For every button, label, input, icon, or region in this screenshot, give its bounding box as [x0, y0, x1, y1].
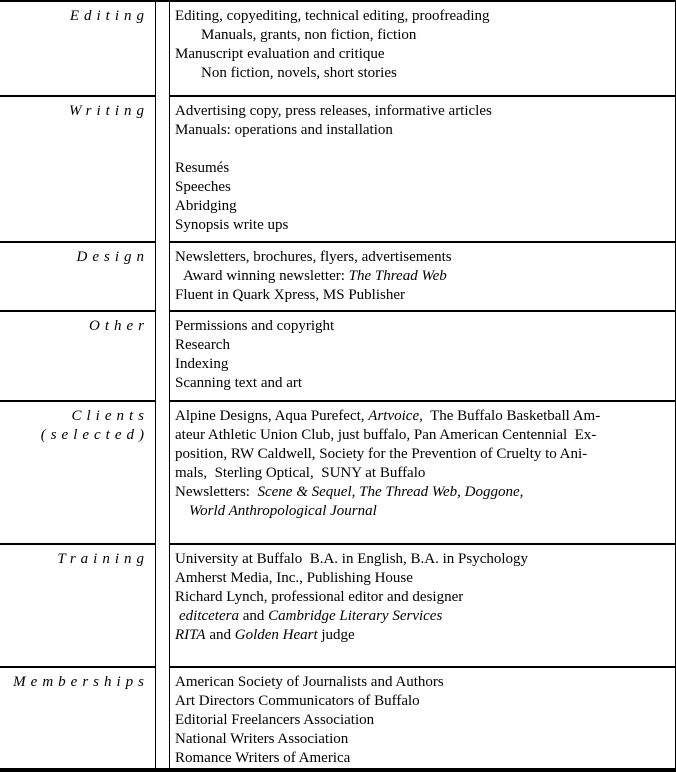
section-other	[0, 312, 675, 402]
content-row	[175, 317, 673, 336]
section-content	[169, 545, 675, 668]
text-segment: University at Buffalo B.A. in English, B.A. in Psychology	[175, 551, 529, 567]
section-training	[0, 545, 675, 668]
column-divider-gap	[156, 402, 169, 545]
text-segment: Resumés	[175, 160, 230, 176]
text-segment: Research	[175, 337, 230, 353]
content-row	[175, 267, 673, 286]
text-segment: Richard Lynch, professional editor and designer	[175, 589, 464, 605]
text-segment: Manuscript evaluation and critique	[175, 46, 385, 62]
text-segment: Synopsis write ups	[175, 217, 289, 233]
section-memberships	[0, 668, 675, 768]
text-segment: Amherst Media, Inc., Publishing House	[175, 570, 413, 586]
content-row	[175, 102, 673, 121]
column-divider-gap	[156, 2, 169, 97]
content-row	[175, 588, 673, 607]
content-row	[175, 336, 673, 355]
text-segment: Scene & Sequel, The Thread Web, Doggone,	[257, 484, 524, 500]
section-label	[0, 668, 156, 768]
content-row	[175, 626, 673, 645]
section-clients	[0, 402, 675, 545]
text-segment: World Anthropological Journal	[189, 503, 377, 519]
column-divider-gap	[156, 243, 169, 312]
text-segment: Manuals, grants, non fiction, fiction	[201, 27, 417, 43]
content-row	[175, 673, 673, 692]
section-label	[0, 545, 156, 668]
text-segment: and	[238, 608, 269, 624]
content-row	[175, 502, 673, 521]
content-row	[175, 550, 673, 569]
text-segment: National Writers Association	[175, 731, 349, 747]
section-content	[169, 668, 675, 768]
content-row	[175, 26, 673, 45]
content-row	[175, 711, 673, 730]
text-segment: Abridging	[175, 198, 237, 214]
content-row	[175, 730, 673, 749]
label-line: Memberships	[13, 674, 149, 690]
text-segment: and	[205, 627, 235, 643]
text-segment: The Thread Web	[348, 268, 447, 284]
label-line: Other	[89, 318, 149, 334]
text-segment: Romance Writers of America	[175, 750, 351, 766]
column-divider-gap	[156, 545, 169, 668]
text-segment: American Society of Journalists and Authors	[175, 674, 444, 690]
text-segment: judge	[317, 627, 355, 643]
section-content	[169, 243, 675, 312]
text-segment: Alpine Designs, Aqua Purefect,	[175, 408, 369, 424]
section-content	[169, 2, 675, 97]
content-row	[175, 483, 673, 502]
content-row	[175, 407, 673, 426]
content-row	[175, 445, 673, 464]
content-row	[175, 140, 673, 159]
section-label	[0, 2, 156, 97]
text-segment: Newsletters, brochures, flyers, advertisements	[175, 249, 452, 265]
content-row	[175, 607, 673, 626]
content-row	[175, 355, 673, 374]
text-segment: mals, Sterling Optical, SUNY at Buffalo	[175, 465, 426, 481]
text-segment: Art Directors Communicators of Buffalo	[175, 693, 420, 709]
label-line: Design	[76, 249, 149, 265]
text-segment: editcetera	[179, 608, 239, 624]
section-label	[0, 97, 156, 243]
section-content	[169, 97, 675, 243]
content-row	[175, 45, 673, 64]
text-segment: The Buffalo Basketball Am-	[422, 408, 601, 424]
text-segment: Golden Heart	[234, 627, 318, 643]
label-line: Editing	[69, 8, 149, 24]
text-segment: Cambridge Literary Services	[268, 608, 443, 624]
label-line: Clients	[71, 408, 149, 424]
section-content	[169, 312, 675, 402]
content-row	[175, 216, 673, 235]
section-label	[0, 312, 156, 402]
content-row	[175, 178, 673, 197]
section-editing	[0, 2, 675, 97]
column-divider-gap	[156, 312, 169, 402]
label-line: Training	[57, 551, 149, 567]
label-line: Writing	[68, 103, 149, 119]
text-segment: Newsletters:	[175, 484, 258, 500]
content-row	[175, 426, 673, 445]
label-line: (selected)	[40, 427, 149, 443]
text-segment: Award winning newsletter:	[183, 268, 349, 284]
section-content	[169, 402, 675, 545]
content-row	[175, 692, 673, 711]
section-label	[0, 402, 156, 545]
content-row	[175, 64, 673, 83]
content-row	[175, 749, 673, 768]
text-segment: Fluent in Quark Xpress, MS Publisher	[175, 287, 405, 303]
content-row	[175, 159, 673, 178]
text-segment: Artvoice,	[368, 408, 423, 424]
text-segment: Advertising copy, press releases, informative articles	[175, 103, 492, 119]
text-segment: Indexing	[175, 356, 229, 372]
column-divider-gap	[156, 668, 169, 768]
content-row	[175, 569, 673, 588]
text-segment: Non fiction, novels, short stories	[201, 65, 397, 81]
content-row	[175, 248, 673, 267]
text-segment: RITA	[175, 627, 206, 643]
content-row	[175, 374, 673, 393]
section-writing	[0, 97, 675, 243]
text-segment: Permissions and copyright	[175, 318, 335, 334]
text-segment: ateur Athletic Union Club, just buffalo, Pan American Centennial Ex-	[175, 427, 597, 443]
content-row	[175, 7, 673, 26]
text-segment: Speeches	[175, 179, 231, 195]
text-segment: Scanning text and art	[175, 375, 303, 391]
section-label	[0, 243, 156, 312]
content-row	[175, 464, 673, 483]
content-row	[175, 121, 673, 140]
section-design	[0, 243, 675, 312]
content-row	[175, 286, 673, 305]
text-segment: Editorial Freelancers Association	[175, 712, 375, 728]
text-segment: position, RW Caldwell, Society for the Prevention of Cruelty to Ani-	[175, 446, 588, 462]
text-segment: Editing, copyediting, technical editing, proofreading	[175, 8, 490, 24]
content-row	[175, 197, 673, 216]
text-segment: Manuals: operations and installation	[175, 122, 393, 138]
column-divider-gap	[156, 97, 169, 243]
